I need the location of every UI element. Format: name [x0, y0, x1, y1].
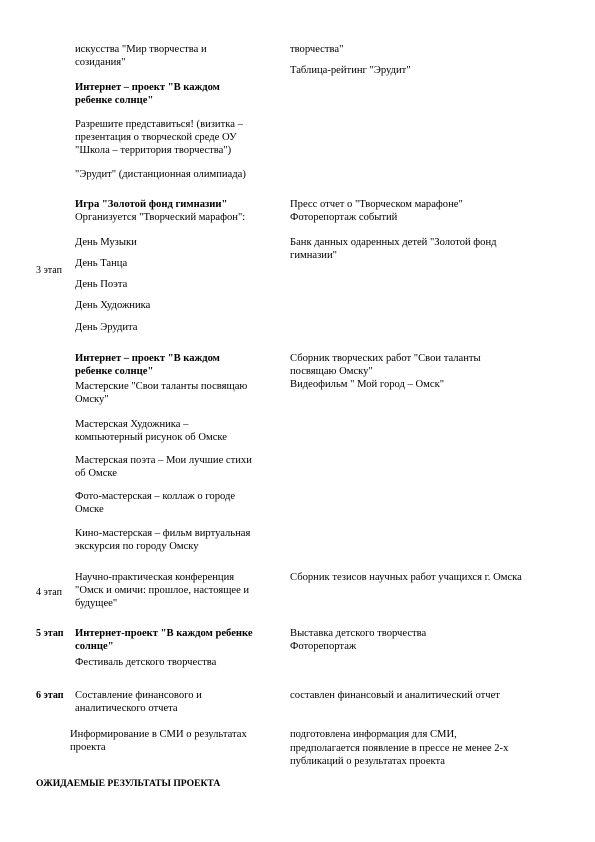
stage3-right1-line-2: Фоторепортаж событий [290, 212, 398, 223]
stage3-artist-line-2: компьютерный рисунок об Омске [75, 432, 227, 443]
stage4-right: Сборник тезисов научных работ учащихся г. Омска [290, 572, 522, 583]
top-left-line-2: созидания" [75, 57, 126, 68]
stage3-internet-project-line-1: Интернет – проект "В каждом [75, 353, 220, 364]
stage3-artist-line-1: Мастерская Художника – [75, 419, 189, 430]
stage3-marathon: Организуется "Творческий марафон": [75, 212, 246, 223]
top-present-line-3: "Школа – территория творчества") [75, 145, 232, 156]
stage3-internet-project-line-2: ребенке солнце" [75, 366, 154, 377]
stage3-game-title: Игра "Золотой фонд гимназии" [75, 199, 228, 210]
top-left-line-1: искусства "Мир творчества и [75, 44, 207, 55]
stage3-right3-line-2: посвящаю Омску" [290, 366, 373, 377]
top-right-line-2: Таблица-рейтинг "Эрудит" [290, 65, 411, 76]
stage3-day-poet: День Поэта [75, 279, 128, 290]
top-present-line-2: презентация о творческой среде ОУ [75, 132, 237, 143]
stage4-left-line-1: Научно-практическая конференция [75, 572, 235, 583]
stage3-photo-line-2: Омске [75, 504, 104, 515]
stage3-right2-line-2: гимназии" [290, 250, 337, 261]
stage6-left-line-2: аналитического отчета [75, 703, 178, 714]
stage3-day-dance: День Танца [75, 258, 128, 269]
top-erudit: "Эрудит" (дистанционная олимпиада) [75, 169, 246, 180]
stage3-cinema-line-2: экскурсия по городу Омску [75, 541, 199, 552]
stage4-left-line-2: "Омск и омичи: прошлое, настоящее и [75, 585, 250, 596]
stage3-poet-line-1: Мастерская поэта – Мои лучшие стихи [75, 455, 252, 466]
stage3-right1-line-1: Пресс отчет о "Творческом марафоне" [290, 199, 463, 210]
stage6-left-line-1: Составление финансового и [75, 690, 202, 701]
stage3-workshop-line-1: Мастерские "Свои таланты посвящаю [75, 381, 248, 392]
media-right-line-3: публикаций о результатах проекта [290, 756, 445, 767]
top-internet-project-line-2: ребенке солнце" [75, 95, 154, 106]
stage3-right3-line-3: Видеофильм " Мой город – Омск" [290, 379, 445, 390]
media-left-line-2: проекта [70, 742, 106, 753]
stage3-day-artist: День Художника [75, 300, 151, 311]
stage3-poet-line-2: об Омске [75, 468, 117, 479]
stage5-festival: Фестиваль детского творчества [75, 657, 217, 668]
stage5-right-line-1: Выставка детского творчества [290, 628, 427, 639]
top-right-line-1: творчества" [290, 44, 344, 55]
top-internet-project-line-1: Интернет – проект "В каждом [75, 82, 220, 93]
stage3-day-music: День Музыки [75, 237, 137, 248]
stage6-label: 6 этап [36, 690, 64, 701]
stage5-right-line-2: Фоторепортаж [290, 641, 357, 652]
media-right-line-2: предполагается появление в прессе не менее 2-х [290, 743, 509, 754]
top-present-line-1: Разрешите представиться! (визитка – [75, 119, 243, 130]
stage4-label: 4 этап [36, 587, 62, 598]
stage5-internet-project-line-1: Интернет-проект "В каждом ребенке [75, 628, 253, 639]
stage3-cinema-line-1: Кино-мастерская – фильм виртуальная [75, 528, 251, 539]
stage3-day-erudit: День Эрудита [75, 322, 138, 333]
media-left-line-1: Информирование в СМИ о результатах [70, 729, 247, 740]
stage3-right3-line-1: Сборник творческих работ "Свои таланты [290, 353, 481, 364]
stage6-right: составлен финансовый и аналитический отчет [290, 690, 500, 701]
stage4-left-line-3: будущее" [75, 598, 118, 609]
stage3-workshop-line-2: Омску" [75, 394, 109, 405]
stage5-internet-project-line-2: солнце" [75, 641, 114, 652]
section-title-expected-results: ОЖИДАЕМЫЕ РЕЗУЛЬТАТЫ ПРОЕКТА [36, 778, 221, 789]
stage5-label: 5 этап [36, 628, 64, 639]
stage3-photo-line-1: Фото-мастерская – коллаж о городе [75, 491, 236, 502]
media-right-line-1: подготовлена информация для СМИ, [290, 729, 457, 740]
stage3-label: 3 этап [36, 265, 62, 276]
stage3-right2-line-1: Банк данных одаренных детей "Золотой фонд [290, 237, 497, 248]
